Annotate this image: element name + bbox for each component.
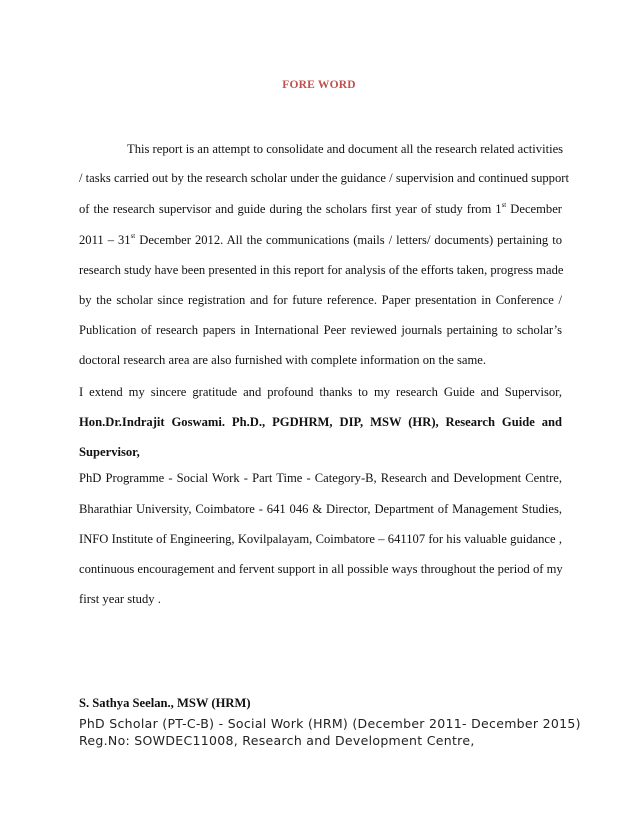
para1-line [79,201,562,217]
page-title: FORE WORD [282,79,356,91]
para1-text: December 2012. All the communications (mails / letters/ documents) pertaining to [135,233,562,247]
superscript: st [501,201,507,209]
para1-line: / tasks carried out by the research scholar under the guidance / supervision and continued support [79,171,569,185]
signatory-detail: PhD Scholar (PT-C-B) - Social Work (HRM) (December 2011- December 2015) [79,716,581,731]
guide-name: Hon.Dr.Indrajit Goswami. Ph.D., PGDHRM, DIP, MSW (HR), Research Guide and [79,415,562,429]
superscript: st [130,232,136,240]
para1-text: of the research supervisor and guide during the scholars first year of study from 1 [79,202,502,216]
para1-line [79,232,562,248]
para1-text: 2011 – 31 [79,233,131,247]
signatory-name: S. Sathya Seelan., MSW (HRM) [79,696,251,710]
para2-line: continuous encouragement and fervent support in all possible ways throughout the period of my [79,562,563,576]
para2-line: PhD Programme - Social Work - Part Time - Category-B, Research and Development Centre, [79,471,562,485]
signatory-detail: Reg.No: SOWDEC11008, Research and Development Centre, [79,733,475,748]
para1-line: doctoral research area are also furnished with complete information on the same. [79,353,487,367]
para1-line: research study have been presented in this report for analysis of the efforts taken, progress made [79,263,564,277]
para1-line: by the scholar since registration and for future reference. Paper presentation in Conference / [79,293,562,307]
guide-title: Supervisor, [79,445,140,459]
para2-line: INFO Institute of Engineering, Kovilpalayam, Coimbatore – 641107 for his valuable guidance , [79,532,562,546]
para1-line: This report is an attempt to consolidate and document all the research related activities [127,142,564,156]
para2-line: first year study . [79,592,161,606]
para2-line: I extend my sincere gratitude and profound thanks to my research Guide and Supervisor, [79,385,562,399]
para2-line: Bharathiar University, Coimbatore - 641 046 & Director, Department of Management Studies, [79,502,562,516]
para1-line: Publication of research papers in International Peer reviewed journals pertaining to scholar’s [79,323,562,337]
para1-text: December [506,202,562,216]
